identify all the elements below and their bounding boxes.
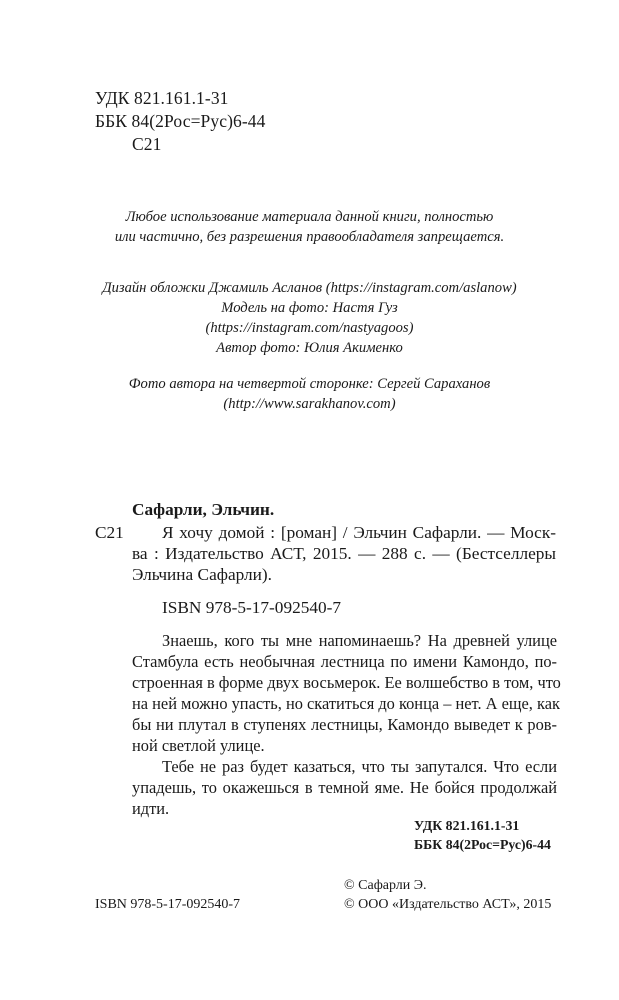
author-photo-link: (http://www.sarakhanov.com) (223, 396, 396, 412)
record-heading: Сафарли, Эльчин. (132, 500, 275, 519)
copyright-warning (0, 207, 619, 247)
photographer-credit: Автор фото: Юлия Акименко (216, 340, 403, 356)
annotation-line: Стамбула есть необычная лестница по имени Камондо, по- (132, 652, 557, 671)
record-isbn: ISBN 978-5-17-092540-7 (162, 598, 342, 617)
annotation-line: строенная в форме двух восьмерок. Ее волшебство в том, что (132, 673, 561, 692)
copyright-publisher: © ООО «Издательство АСТ», 2015 (344, 897, 552, 912)
annotation-paragraph-1 (132, 630, 561, 756)
author-mark: С21 (132, 134, 162, 154)
credits-block (0, 278, 619, 358)
annotation-line: на ней можно упасть, но скатиться до конца – нет. А еще, как (132, 694, 560, 713)
record-mark: С21 (95, 523, 124, 542)
author-photo-credit (0, 374, 619, 414)
cover-design-credit: Дизайн обложки Джамиль Асланов (https://instagram.com/aslanow) (102, 280, 517, 296)
copyright-warning-line: или частично, без разрешения правообладателя запрещается. (114, 229, 505, 245)
annotation-line: ной светлой улице. (132, 736, 265, 755)
record-continuation (132, 543, 556, 585)
annotation-paragraph-2 (132, 756, 557, 819)
footer-bbk: ББК 84(2Рос=Рус)6-44 (414, 837, 551, 852)
record-line: Эльчина Сафарли). (132, 565, 272, 584)
model-credit: Модель на фото: Настя Гуз (221, 300, 398, 316)
annotation-line: идти. (132, 799, 170, 818)
udk-code: УДК 821.161.1-31 (95, 88, 229, 108)
footer-isbn: ISBN 978-5-17-092540-7 (95, 897, 241, 912)
footer-udk: УДК 821.161.1-31 (414, 818, 520, 833)
author-photo-line: Фото автора на четвертой сторонке: Сергей Сараханов (128, 376, 491, 392)
annotation-line: Тебе не раз будет казаться, что ты запутался. Что если (162, 757, 557, 776)
annotation-line: бы ни плутал в ступенях лестницы, Камондо выведет к ров- (132, 715, 557, 734)
annotation-line: Знаешь, кого ты мне напоминаешь? На древней улице (162, 631, 557, 650)
annotation-line: упадешь, то окажешься в темной яме. Не бойся продолжай (132, 778, 557, 797)
model-link: (https://instagram.com/nastyagoos) (205, 320, 414, 336)
record-line: ва : Издательство АСТ, 2015. — 288 с. — (Бестселлеры (132, 544, 556, 563)
copyright-author: © Сафарли Э. (344, 878, 427, 893)
bbk-code: ББК 84(2Рос=Рус)6-44 (95, 111, 266, 131)
record-description (162, 522, 556, 543)
copyright-warning-line: Любое использование материала данной книги, полностью (125, 209, 494, 225)
record-line: Я хочу домой : [роман] / Эльчин Сафарли. — Моск- (162, 523, 556, 542)
